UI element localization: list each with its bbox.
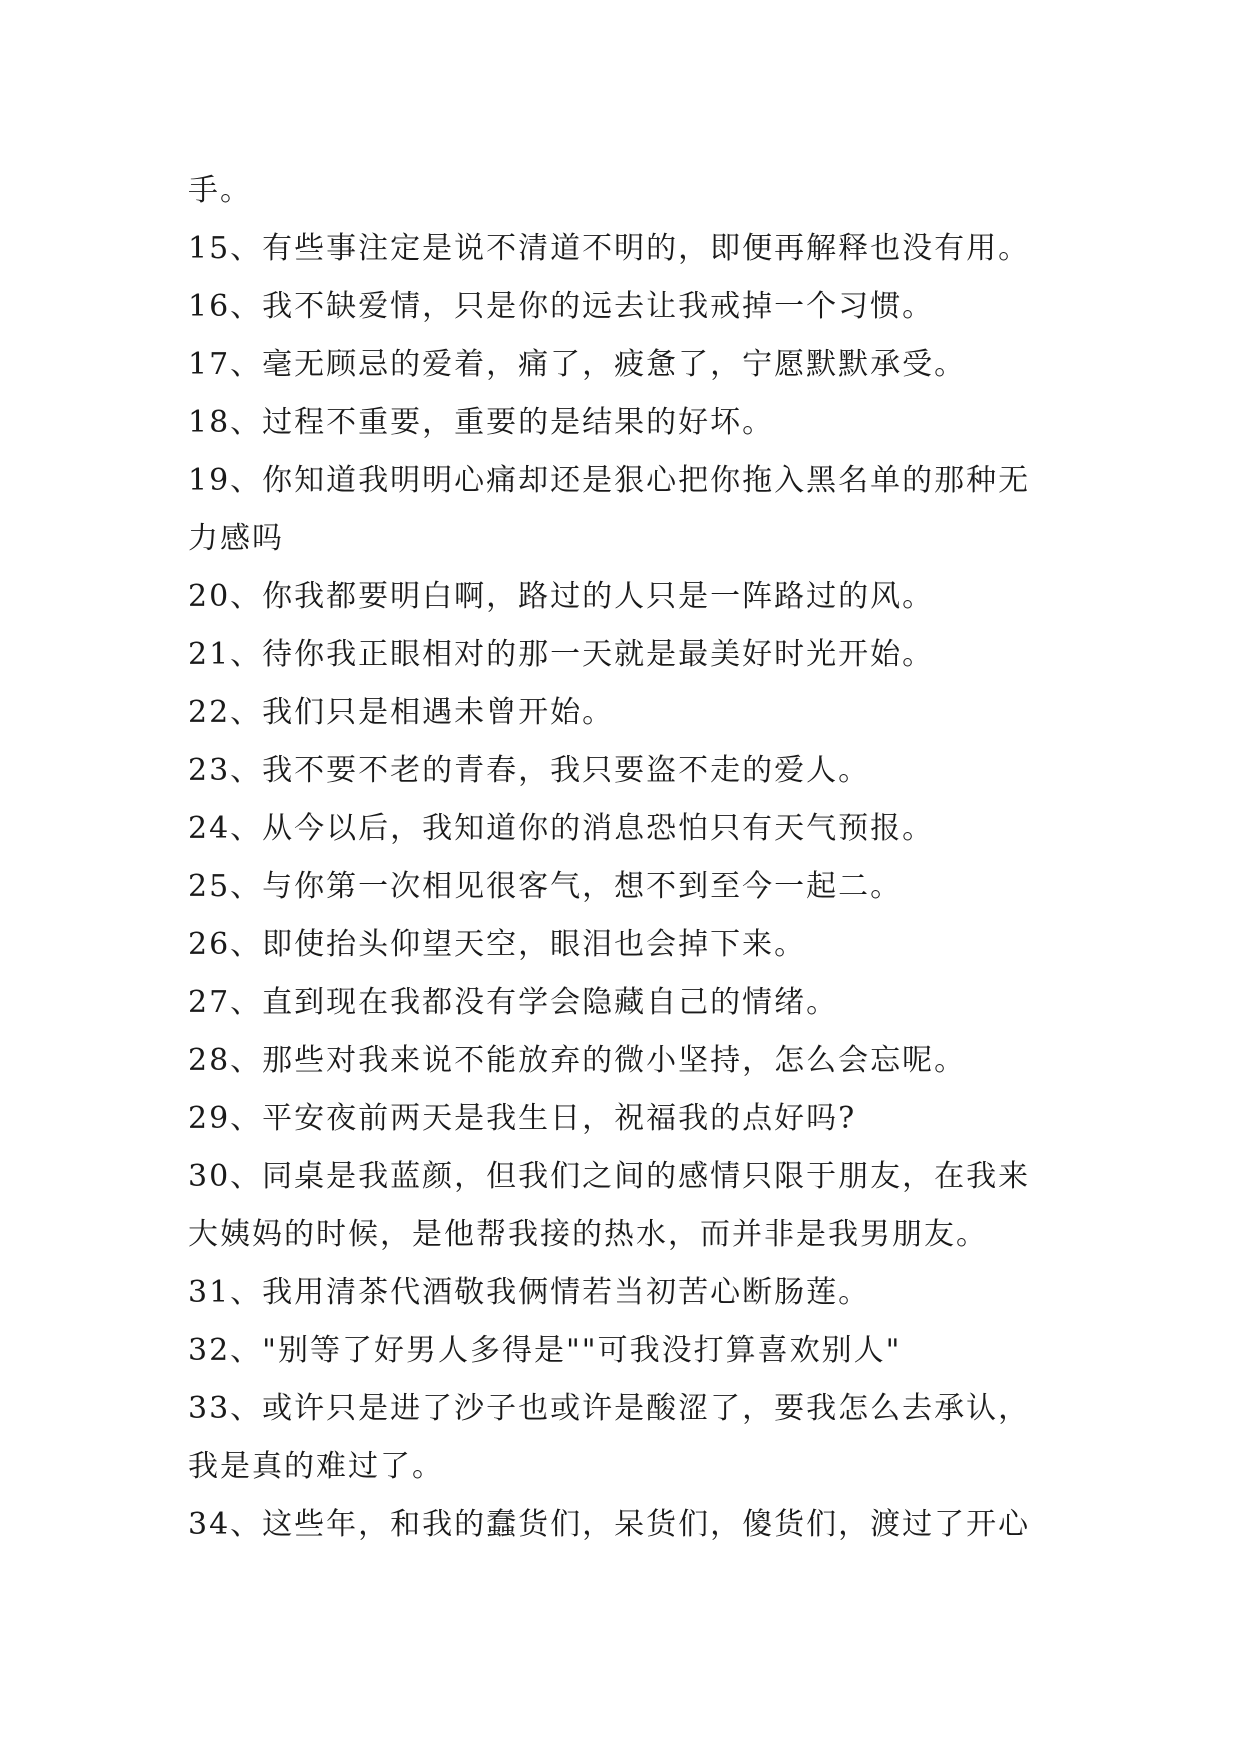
text-line: 27、直到现在我都没有学会隐藏自己的情绪。 [188, 985, 839, 1020]
text-line: 24、从今以后，我知道你的消息恐怕只有天气预报。 [188, 811, 935, 846]
text-line: 25、与你第一次相见很客气，想不到至今一起二。 [188, 869, 903, 904]
text-line: 20、你我都要明白啊，路过的人只是一阵路过的风。 [188, 579, 935, 614]
text-line: 26、即使抬头仰望天空，眼泪也会掉下来。 [188, 927, 807, 962]
text-line: 29、平安夜前两天是我生日，祝福我的点好吗? [188, 1101, 857, 1136]
text-line: 32、"别等了好男人多得是""可我没打算喜欢别人" [188, 1333, 902, 1368]
text-line: 17、毫无顾忌的爱着，痛了，疲惫了，宁愿默默承受。 [188, 347, 967, 382]
text-line: 22、我们只是相遇未曾开始。 [188, 695, 615, 730]
text-line: 33、或许只是进了沙子也或许是酸涩了，要我怎么去承认， [188, 1391, 1031, 1426]
text-line: 23、我不要不老的青春，我只要盗不走的爱人。 [188, 753, 871, 788]
text-line: 我是真的难过了。 [188, 1449, 444, 1484]
body-text [188, 162, 1088, 1554]
text-line: 手。 [188, 173, 252, 208]
text-line: 31、我用清茶代酒敬我俩情若当初苦心断肠莲。 [188, 1275, 871, 1310]
text-line: 21、待你我正眼相对的那一天就是最美好时光开始。 [188, 637, 935, 672]
text-line: 19、你知道我明明心痛却还是狠心把你拖入黑名单的那种无 [188, 463, 1031, 498]
text-line: 大姨妈的时候，是他帮我接的热水，而并非是我男朋友。 [188, 1217, 988, 1252]
text-line: 18、过程不重要，重要的是结果的好坏。 [188, 405, 775, 440]
text-line: 30、同桌是我蓝颜，但我们之间的感情只限于朋友，在我来 [188, 1159, 1031, 1194]
text-line: 16、我不缺爱情，只是你的远去让我戒掉一个习惯。 [188, 289, 935, 324]
text-line: 34、这些年，和我的蠢货们，呆货们，傻货们，渡过了开心 [188, 1507, 1031, 1542]
text-line: 15、有些事注定是说不清道不明的，即便再解释也没有用。 [188, 231, 1031, 266]
text-line: 力感吗 [188, 521, 284, 556]
text-line: 28、那些对我来说不能放弃的微小坚持，怎么会忘呢。 [188, 1043, 967, 1078]
